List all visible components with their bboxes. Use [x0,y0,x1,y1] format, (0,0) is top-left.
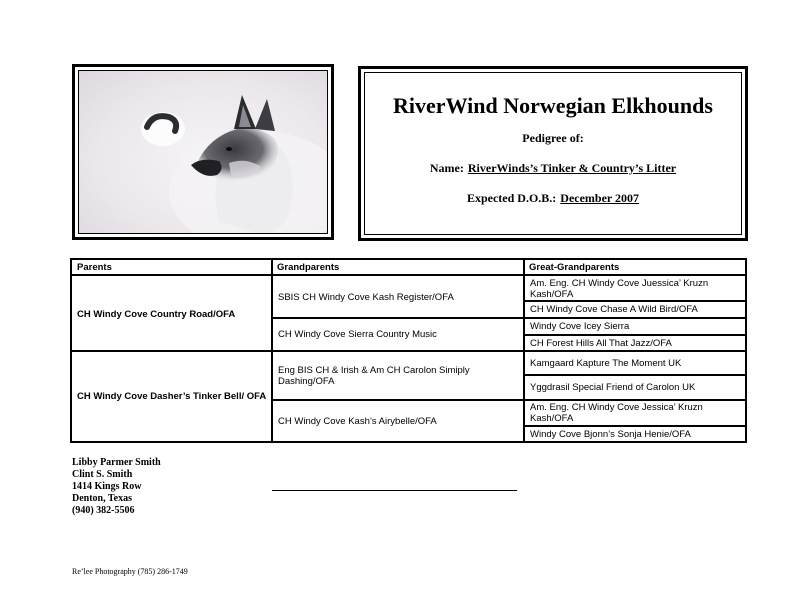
grandparent-3: Eng BIS CH & Irish & Am CH Carolon Simiply Dashing/OFA [278,364,470,387]
great-grandparent-6: Yggdrasil Special Friend of Carolon UK [530,382,696,393]
name-value: RiverWinds’s Tinker & Country’s Litter [467,161,677,175]
elkhound-photo [78,70,328,234]
grandparent-1: SBIS CH Windy Cove Kash Register/OFA [278,292,454,303]
pedigree-label: Pedigree of: [522,131,584,145]
contact-line: Denton, Texas [72,493,133,504]
great-grandparent-8: Windy Cove Bjonn’s Sonja Henie/OFA [530,428,691,440]
contact-line: 1414 Kings Row [72,481,142,492]
great-grandparent-2: CH Windy Cove Chase A Wild Bird/OFA [530,304,698,315]
dob-label: Expected D.O.B.: [466,191,557,205]
contact-line: Clint S. Smith [72,469,133,480]
great-grandparent-3: Windy Cove Icey Sierra [530,321,630,332]
great-grandparent-5: Kamgaard Kapture The Moment UK [530,357,682,369]
photo-credit: Re’lee Photography (785) 286-1749 [72,567,188,576]
parent-dam: CH Windy Cove Dasher’s Tinker Bell/ OFA [77,391,267,402]
parent-sire: CH Windy Cove Country Road/OFA [77,308,236,320]
header-parents: Parents [72,260,272,276]
dob-line [365,191,741,206]
dob-value: December 2007 [560,191,640,205]
photo-frame [72,64,334,240]
contact-line: Libby Parmer Smith [72,457,161,468]
kennel-name: RiverWind Norwegian Elkhounds [393,93,713,118]
great-grandparent-4: CH Forest Hills All That Jazz/OFA [530,337,672,349]
title-frame [358,66,748,241]
elkhound-illustration [79,71,328,234]
contact-line: (940) 382-5506 [72,505,135,516]
header-great-grandparents: Great-Grandparents [524,260,747,276]
pedigree-table [70,258,747,443]
signature-line [272,490,517,491]
name-label: Name: [429,161,464,175]
litter-name-line [365,161,741,176]
contact-block [72,457,161,517]
header-grandparents: Grandparents [272,260,524,276]
great-grandparent-7: Am. Eng. CH Windy Cove Jessica’ Kruzn Kash/OFA [530,402,703,424]
grandparent-4: CH Windy Cove Kash’s Airybelle/OFA [278,415,437,427]
grandparent-2: CH Windy Cove Sierra Country Music [278,329,437,340]
title-box [364,72,742,235]
great-grandparent-1: Am. Eng. CH Windy Cove Juessica’ Kruzn Kash/OFA [530,278,709,300]
